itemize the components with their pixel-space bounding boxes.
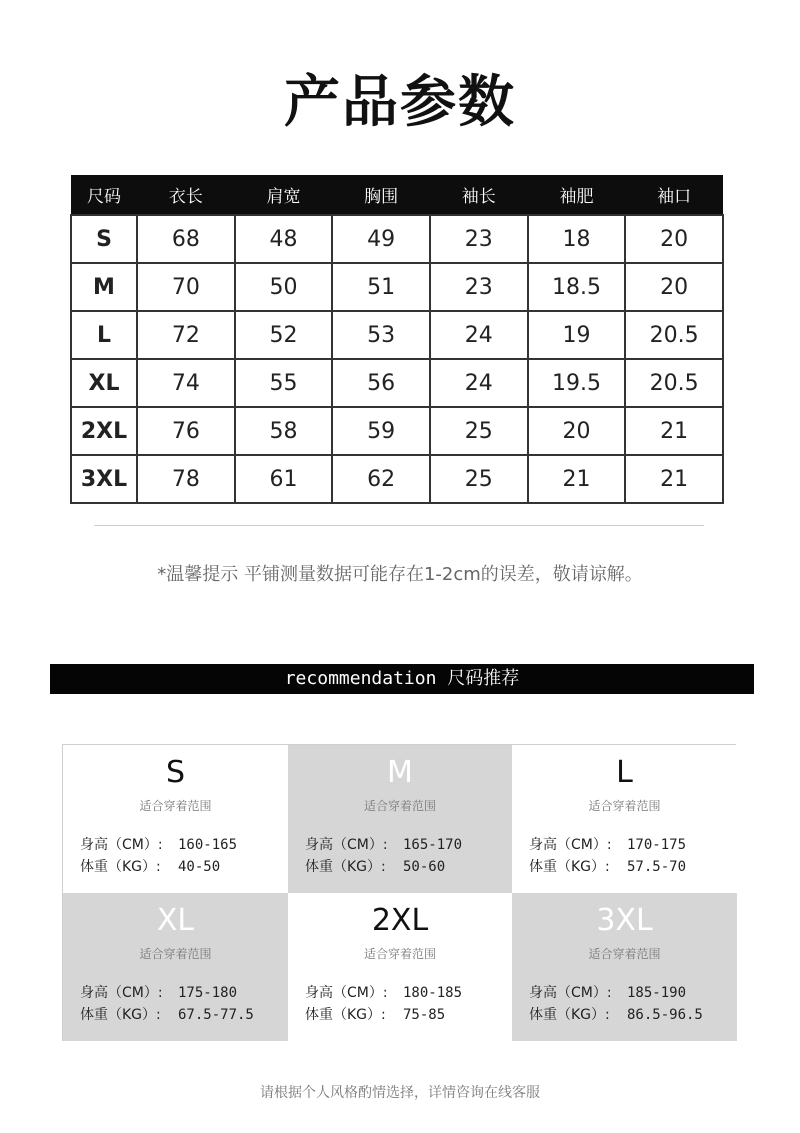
recommendation-card-l [512, 745, 737, 893]
weight-range [80, 856, 220, 876]
table-row [71, 263, 723, 311]
table-cell: 3XL [71, 455, 137, 503]
size-chart-table [70, 175, 724, 504]
header-length: 衣长 [137, 175, 235, 215]
weight-value: 57.5-70 [627, 859, 687, 875]
height-label: 身高（CM）: [80, 837, 163, 853]
table-cell: 21 [625, 407, 723, 455]
footer-note: 请根据个人风格酌情选择，详情咨询在线客服 [260, 1085, 540, 1101]
table-cell: 25 [430, 455, 528, 503]
table-cell: 72 [137, 311, 235, 359]
height-value: 185-190 [627, 985, 687, 1001]
recommendation-size: S [165, 755, 186, 790]
table-cell: 23 [430, 263, 528, 311]
table-cell: 61 [235, 455, 333, 503]
recommendation-card-s [63, 745, 288, 893]
table-cell: M [71, 263, 137, 311]
recommendation-subtitle: 适合穿着范围 [588, 799, 661, 813]
table-cell: 2XL [71, 407, 137, 455]
recommendation-card-m [288, 745, 512, 893]
height-range [80, 834, 237, 854]
height-range [529, 982, 686, 1002]
weight-range [305, 1004, 445, 1024]
recommendation-card-3xl [512, 893, 737, 1041]
height-range [305, 982, 462, 1002]
recommendation-banner: recommendation 尺码推荐 [50, 664, 754, 694]
weight-value: 86.5-96.5 [627, 1007, 703, 1023]
weight-label: 体重（KG）: [529, 1007, 610, 1023]
table-cell: 21 [625, 455, 723, 503]
table-cell: 20 [528, 407, 626, 455]
height-value: 170-175 [627, 837, 687, 853]
header-cuff: 袖口 [625, 175, 723, 215]
recommendation-size: 2XL [371, 903, 429, 938]
height-range [305, 834, 462, 854]
table-cell: 19 [528, 311, 626, 359]
table-cell: 18 [528, 215, 626, 263]
weight-label: 体重（KG）: [80, 1007, 161, 1023]
table-cell: 56 [332, 359, 430, 407]
weight-range [529, 1004, 703, 1024]
recommendation-card-xl [63, 893, 288, 1041]
table-cell: 68 [137, 215, 235, 263]
recommendation-subtitle: 适合穿着范围 [588, 947, 661, 961]
table-cell: S [71, 215, 137, 263]
table-cell: 20.5 [625, 359, 723, 407]
table-header-row [71, 175, 723, 215]
weight-range [305, 856, 445, 876]
table-cell: 23 [430, 215, 528, 263]
table-cell: 20.5 [625, 311, 723, 359]
weight-range [80, 1004, 254, 1024]
header-chest: 胸围 [332, 175, 430, 215]
recommendation-size: L [616, 755, 633, 790]
weight-label: 体重（KG）: [529, 859, 610, 875]
height-label: 身高（CM）: [305, 985, 388, 1001]
table-cell: 62 [332, 455, 430, 503]
weight-label: 体重（KG）: [80, 859, 161, 875]
table-cell: 24 [430, 359, 528, 407]
table-cell: 48 [235, 215, 333, 263]
recommendation-subtitle: 适合穿着范围 [139, 799, 212, 813]
table-cell: L [71, 311, 137, 359]
table-cell: 50 [235, 263, 333, 311]
table-row [71, 311, 723, 359]
height-value: 175-180 [178, 985, 238, 1001]
table-cell: 19.5 [528, 359, 626, 407]
table-cell: 24 [430, 311, 528, 359]
height-value: 160-165 [178, 837, 238, 853]
recommendation-subtitle: 适合穿着范围 [363, 947, 436, 961]
weight-value: 40-50 [178, 859, 221, 875]
height-range [529, 834, 686, 854]
height-label: 身高（CM）: [80, 985, 163, 1001]
table-cell: 53 [332, 311, 430, 359]
weight-value: 67.5-77.5 [178, 1007, 254, 1023]
table-cell: 25 [430, 407, 528, 455]
table-cell: 49 [332, 215, 430, 263]
recommendation-card-2xl [288, 893, 512, 1041]
table-cell: 21 [528, 455, 626, 503]
weight-label: 体重（KG）: [305, 1007, 386, 1023]
header-sleeve-width: 袖肥 [528, 175, 626, 215]
page-title: 产品参数 [284, 70, 516, 135]
header-size: 尺码 [71, 175, 137, 215]
table-cell: 18.5 [528, 263, 626, 311]
height-label: 身高（CM）: [529, 837, 612, 853]
height-label: 身高（CM）: [305, 837, 388, 853]
recommendation-subtitle: 适合穿着范围 [139, 947, 212, 961]
table-cell: 52 [235, 311, 333, 359]
divider [94, 525, 704, 526]
table-row [71, 455, 723, 503]
measurement-note: *温馨提示 平铺测量数据可能存在1-2cm的误差，敬请谅解。 [157, 564, 643, 585]
weight-value: 75-85 [403, 1007, 446, 1023]
table-row [71, 215, 723, 263]
weight-label: 体重（KG）: [305, 859, 386, 875]
recommendation-size: 3XL [596, 903, 653, 938]
table-cell: 78 [137, 455, 235, 503]
table-row [71, 359, 723, 407]
height-value: 180-185 [403, 985, 463, 1001]
recommendation-size: XL [156, 903, 195, 938]
height-label: 身高（CM）: [529, 985, 612, 1001]
table-row [71, 407, 723, 455]
weight-range [529, 856, 686, 876]
weight-value: 50-60 [403, 859, 446, 875]
table-cell: 20 [625, 263, 723, 311]
header-sleeve-length: 袖长 [430, 175, 528, 215]
table-cell: 55 [235, 359, 333, 407]
table-cell: 59 [332, 407, 430, 455]
header-shoulder: 肩宽 [235, 175, 333, 215]
recommendation-subtitle: 适合穿着范围 [363, 799, 436, 813]
height-value: 165-170 [403, 837, 463, 853]
recommendation-grid [62, 744, 736, 1041]
table-cell: 70 [137, 263, 235, 311]
table-cell: 76 [137, 407, 235, 455]
table-cell: 51 [332, 263, 430, 311]
table-cell: 20 [625, 215, 723, 263]
table-cell: 58 [235, 407, 333, 455]
table-cell: XL [71, 359, 137, 407]
height-range [80, 982, 237, 1002]
table-cell: 74 [137, 359, 235, 407]
recommendation-size: M [387, 755, 413, 790]
